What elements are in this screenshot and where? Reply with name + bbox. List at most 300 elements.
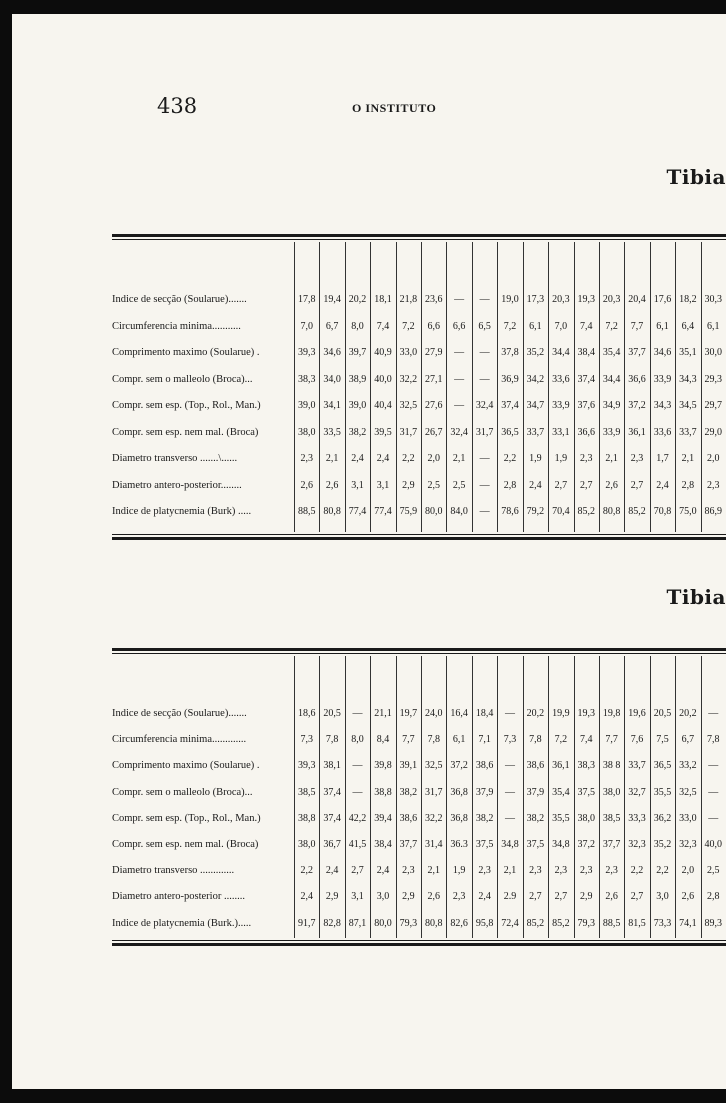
table-cell: — [504,786,515,798]
table-cell: 34,4 [552,347,570,358]
table-cell: 34,3 [679,373,697,385]
table-cell: 34,0 [323,373,341,385]
table-2 [112,648,726,946]
table-cell: 2,6 [681,891,695,903]
table-cell: 39,8 [374,760,392,772]
table-cell: — [454,400,465,411]
table-cell: 21,8 [399,294,418,305]
table-cell: 2,3 [579,865,593,877]
table-cell: 31,4 [425,839,443,850]
table-cell: 70,4 [552,506,570,517]
table-cell: 29,3 [704,373,723,385]
table-row [112,451,726,467]
table-cell: 34,5 [679,400,697,411]
table-cell: 91,7 [297,917,316,929]
table-cell: 85,2 [577,506,595,517]
table-top-rule [112,648,726,651]
table-cell: 72,4 [501,917,519,929]
table-cell: 87,1 [348,917,367,929]
table-cell: 2,2 [300,865,313,877]
table-cell: 33,7 [526,426,545,438]
table-cell: 37,8 [501,347,519,358]
table-cell: 2,3 [630,453,644,464]
row-label: Circumferencia minima........... [112,320,241,332]
table-cell: 38,3 [297,373,316,385]
table-cell: 2,6 [427,891,440,903]
table-cell: 37,5 [577,786,595,798]
table-cell: 2,7 [630,479,644,491]
table-cell: 7,6 [630,734,644,746]
table-cell: 2,7 [579,479,593,491]
table-cell: 37,9 [475,786,494,798]
table-cell: 33,6 [552,373,570,385]
table-cell: 2,7 [554,891,568,903]
table-top-rule [112,239,726,240]
table-cell: 6,6 [452,320,466,332]
table-cell: 32,3 [628,839,646,850]
table-cell: 17,8 [297,294,316,305]
table-cell: 8,4 [376,734,390,746]
table-cell: 36.3 [450,839,468,850]
table-cell: 37,4 [323,786,341,798]
table-cell: 81,5 [628,917,646,929]
table-cell: 38,9 [348,373,367,385]
table-cell: 33,6 [653,426,672,438]
table-row [112,811,726,827]
table-cell: 34,1 [323,400,341,411]
page-number: 438 [157,94,198,118]
table-row [112,372,726,388]
table-cell: 3,0 [656,891,669,903]
table-cell: 35,1 [679,347,697,358]
table-cell: 36,8 [450,812,468,824]
table-cell: — [479,373,490,385]
table-cell: 84,0 [450,506,468,517]
table-cell: 35,4 [602,347,621,358]
table-cell: 1,7 [656,453,669,464]
table-cell: 37,7 [399,839,418,850]
table-cell: 27,6 [425,400,443,411]
table-cell: 2,4 [376,865,390,877]
table-cell: 38,6 [475,760,494,772]
table-cell: 40,0 [374,373,392,385]
table-cell: 37,4 [577,373,595,385]
table-cell: 20,4 [628,294,646,305]
table-cell: — [352,786,363,798]
table-cell: 6,5 [478,320,491,332]
table-cell: 80,8 [323,506,341,517]
table-cell: 38 8 [602,760,621,772]
table-cell: 38,8 [297,812,316,824]
table-cell: 3,1 [376,479,390,491]
table-cell: 2,7 [630,891,644,903]
table-cell: 2,9 [402,479,415,491]
table-row [112,837,726,853]
table-cell: 36,6 [628,373,646,385]
table-cell: 7,0 [554,320,568,332]
table-cell: 32,7 [628,786,646,798]
table-cell: 31,7 [475,426,494,438]
table-cell: 3,0 [376,891,390,903]
table-cell: 6,7 [681,734,695,746]
table-cell: 7,2 [402,320,415,332]
table-cell: 7,2 [605,320,618,332]
row-label: Diametro antero-posterior........ [112,479,242,491]
table-cell: — [352,708,363,719]
table-cell: 34,7 [526,400,545,411]
table-cell: 75,0 [679,506,697,517]
table-cell: 36,6 [577,426,595,438]
table-cell: — [708,760,719,772]
table-cell: 2,6 [605,891,618,903]
row-label: Comprimento maximo (Soularue) . [112,760,260,772]
table-cell: 7,3 [503,734,517,746]
table-cell: 77,4 [348,506,367,517]
table-top-rule [112,653,726,654]
table-cell: 2,3 [707,479,720,491]
table-cell: 2,1 [452,453,466,464]
table-cell: 6,6 [427,320,440,332]
table-cell: 32,2 [425,812,443,824]
table-cell: 33,9 [552,400,570,411]
table-cell: 7,8 [707,734,720,746]
row-label: Diametro transverso .......\...... [112,453,238,464]
table-cell: 38,8 [374,786,392,798]
table-cell: 6,1 [529,320,542,332]
table-cell: 19,6 [628,708,646,719]
table-cell: 2,0 [707,453,720,464]
table-cell: 37,4 [501,400,519,411]
table-cell: — [504,760,515,772]
table-cell: 33,7 [628,760,646,772]
table-cell: 30,0 [704,347,723,358]
table-cell: 38,4 [577,347,595,358]
table-cell: 7,4 [579,320,593,332]
table-cell: 37,5 [475,839,494,850]
table-cell: 7,2 [503,320,517,332]
table-cell: 2,2 [630,865,644,877]
table-cell: 19,9 [552,708,570,719]
table-cell: 2,6 [300,479,313,491]
table-cell: 40,0 [704,839,723,850]
table-cell: 26,7 [425,426,443,438]
table-cell: 2,2 [402,453,415,464]
table-cell: 35,5 [653,786,672,798]
table-cell: 2,5 [707,865,720,877]
table-cell: 38,4 [374,839,392,850]
table-cell: 27,1 [425,373,443,385]
table-cell: 2,4 [529,479,542,491]
table-cell: 85,2 [552,917,570,929]
table-cell: 88,5 [297,506,316,517]
table-bottom-rule [112,940,726,941]
table-cell: 39,3 [297,347,316,358]
table-cell: 70,8 [653,506,672,517]
table-cell: 18,2 [679,294,697,305]
table-cell: — [479,453,490,464]
table-cell: 34,6 [653,347,672,358]
table-cell: 36,9 [501,373,519,385]
table-cell: 2,1 [325,453,339,464]
table-cell: 17,3 [526,294,545,305]
table-cell: 32,5 [399,400,418,411]
table-cell: 2.9 [503,891,517,903]
table-cell: 2,6 [325,479,339,491]
table-cell: 33,2 [679,760,697,772]
table-row [112,478,726,494]
table-cell: 2,8 [681,479,695,491]
table-cell: 38,0 [577,812,595,824]
table-cell: — [479,347,490,358]
table-cell: 34,3 [653,400,672,411]
table-cell: 19,0 [501,294,519,305]
row-label: Indice de platycnemia (Burk) ..... [112,506,252,517]
row-label: Diametro antero-posterior ........ [112,891,245,903]
table-cell: 2,4 [325,865,339,877]
table-cell: 38,6 [526,760,545,772]
table-cell: 20,2 [679,708,697,719]
table-cell: 37,5 [526,839,545,850]
table-cell: 32,5 [425,760,443,772]
table-cell: 34,9 [602,400,621,411]
table-cell: 8,0 [351,320,364,332]
table-row [112,398,726,414]
table-cell: 35,5 [552,812,570,824]
table-cell: 2,0 [681,865,695,877]
table-cell: 38,2 [348,426,367,438]
table-cell: 35,4 [552,786,570,798]
table-cell: 2,6 [605,479,618,491]
table-cell: 7,5 [656,734,669,746]
table-cell: 41,5 [348,839,367,850]
table-cell: 2,4 [478,891,491,903]
table-cell: 38,5 [297,786,316,798]
row-label: Compr. sem esp. (Top., Rol., Man.) [112,812,261,824]
table-cell: 82,6 [450,917,468,929]
table-cell: 32,5 [679,786,697,798]
table-cell: 35,2 [526,347,545,358]
table-row [112,916,726,932]
table-cell: 7,8 [427,734,440,746]
table-cell: 2,3 [529,865,542,877]
table-cell: 8,0 [351,734,364,746]
table-cell: 2,0 [427,453,440,464]
table-cell: 38,0 [297,426,316,438]
table-cell: 20,3 [602,294,621,305]
table-cell: 34,2 [526,373,545,385]
table-cell: 7,8 [325,734,339,746]
table-cell: 36,1 [552,760,570,772]
table-cell: 17,6 [653,294,672,305]
table-cell: 82,8 [323,917,341,929]
table-bottom-rule [112,534,726,535]
table-cell: 33,1 [552,426,570,438]
table-cell: — [708,812,719,824]
table-cell: 79,3 [577,917,595,929]
table-cell: 7,4 [376,320,390,332]
table-cell: 20,5 [323,708,341,719]
table-cell: 1,9 [529,453,542,464]
table-cell: — [454,347,465,358]
table-bottom-rule [112,943,726,946]
table-cell: — [504,812,515,824]
table-cell: — [454,294,465,305]
table-cell: 38,5 [602,812,621,824]
table-cell: 37,7 [602,839,621,850]
table-cell: 19,8 [602,708,621,719]
table-cell: 38,2 [526,812,545,824]
table-cell: 38,6 [399,812,418,824]
table-2-title: Tibia [666,585,726,609]
row-label: Comprimento maximo (Soularue) . [112,347,260,358]
table-row [112,889,726,905]
table-cell: 32,2 [399,373,418,385]
table-cell: 2,2 [503,453,517,464]
table-cell: 7,8 [529,734,542,746]
table-cell: 80,0 [425,506,443,517]
table-cell: — [708,786,719,798]
table-row [112,758,726,774]
table-cell: 2,3 [300,453,313,464]
table-cell: 37,2 [628,400,646,411]
table-cell: 38,2 [399,786,418,798]
table-cell: 77,4 [374,506,392,517]
table-cell: 36,5 [653,760,672,772]
table-cell: 79,2 [526,506,545,517]
table-cell: 32,4 [475,400,494,411]
table-row [112,292,726,308]
table-cell: 31,7 [425,786,443,798]
table-cell: 39,0 [348,400,367,411]
table-row [112,863,726,879]
table-cell: 2,8 [503,479,517,491]
table-cell: 2,3 [554,865,568,877]
table-cell: 80,8 [602,506,621,517]
table-cell: 39,4 [374,812,392,824]
table-cell: 7,7 [605,734,618,746]
table-cell: 33,3 [628,812,646,824]
table-cell: 39,5 [374,426,392,438]
table-cell: 19,7 [399,708,418,719]
table-cell: — [479,294,490,305]
table-cell: 2,7 [529,891,542,903]
table-cell: 80,8 [425,917,443,929]
table-cell: 36,8 [450,786,468,798]
table-cell: 7,4 [579,734,593,746]
book-page [12,14,726,1089]
table-cell: 7,2 [554,734,568,746]
table-row [112,319,726,335]
table-cell: 2,9 [579,891,593,903]
table-cell: 7,0 [300,320,313,332]
table-row [112,785,726,801]
row-label: Indice de platycnemia (Burk.)..... [112,917,252,929]
page-header [12,94,726,124]
table-cell: 38,3 [577,760,595,772]
table-cell: 34,4 [602,373,621,385]
table-1-title: Tibia [666,165,726,189]
table-cell: 37,7 [628,347,646,358]
table-cell: 39,0 [297,400,316,411]
table-row [112,504,726,520]
running-title: O INSTITUTO [352,101,437,115]
table-cell: 2,3 [605,865,618,877]
table-cell: 6,1 [656,320,669,332]
table-cell: 2,3 [402,865,415,877]
table-cell: 95,8 [475,917,494,929]
row-label: Circumferencia minima............. [112,734,247,746]
table-cell: 89,3 [704,917,723,929]
row-label: Compr. sem esp. nem mal. (Broca) [112,839,259,850]
table-cell: 2,1 [681,453,695,464]
table-cell: 34,6 [323,347,341,358]
table-cell: 16,4 [450,708,468,719]
table-cell: 33,9 [602,426,621,438]
table-cell: 2,1 [503,865,517,877]
table-cell: 27,9 [425,347,443,358]
table-cell: 1,9 [554,453,568,464]
table-cell: — [479,506,490,517]
table-row [112,732,726,748]
row-label: Compr. sem esp. nem mal. (Broca) [112,426,259,438]
table-cell: 73,3 [653,917,672,929]
table-cell: 33,0 [679,812,697,824]
table-cell: 2,9 [402,891,415,903]
table-cell: 36,7 [323,839,341,850]
table-cell: 7,7 [402,734,415,746]
table-cell: 2,4 [376,453,390,464]
table-cell: 18,6 [297,708,316,719]
table-cell: 37,2 [450,760,468,772]
table-cell: 36,5 [501,426,519,438]
table-cell: 33,0 [399,347,418,358]
table-cell: 7,7 [630,320,644,332]
table-cell: 21,1 [374,708,392,719]
table-cell: 20,3 [552,294,570,305]
table-cell: 33,7 [679,426,697,438]
table-cell: 38,0 [602,786,621,798]
table-cell: 20,2 [348,294,367,305]
table-cell: 2,1 [605,453,618,464]
table-cell: 74,1 [679,917,697,929]
table-cell: 3,1 [351,479,364,491]
row-label: Indice de secção (Soularue)....... [112,708,247,719]
row-label: Compr. sem esp. (Top., Rol., Man.) [112,400,261,411]
table-cell: 2,3 [478,865,491,877]
table-cell: 38,1 [323,760,341,772]
row-label: Indice de secção (Soularue)....... [112,294,247,305]
table-cell: 3,1 [351,891,364,903]
table-cell: 2,9 [325,891,339,903]
table-cell: 6,1 [452,734,466,746]
table-row [112,706,726,722]
table-cell: 2,4 [656,479,669,491]
table-cell: 38,2 [475,812,494,824]
table-cell: 6,7 [325,320,339,332]
table-cell: 35,2 [653,839,672,850]
table-cell: 7,3 [300,734,313,746]
table-cell: — [504,708,515,719]
table-cell: 40,4 [374,400,392,411]
table-cell: 42,2 [348,812,367,824]
table-cell: 19,4 [323,294,341,305]
table-cell: 6,4 [681,320,695,332]
table-cell: 85,2 [628,506,646,517]
table-cell: 39,1 [399,760,418,772]
table-cell: — [708,708,719,719]
table-cell: 31,7 [399,426,418,438]
table-1 [112,234,726,540]
